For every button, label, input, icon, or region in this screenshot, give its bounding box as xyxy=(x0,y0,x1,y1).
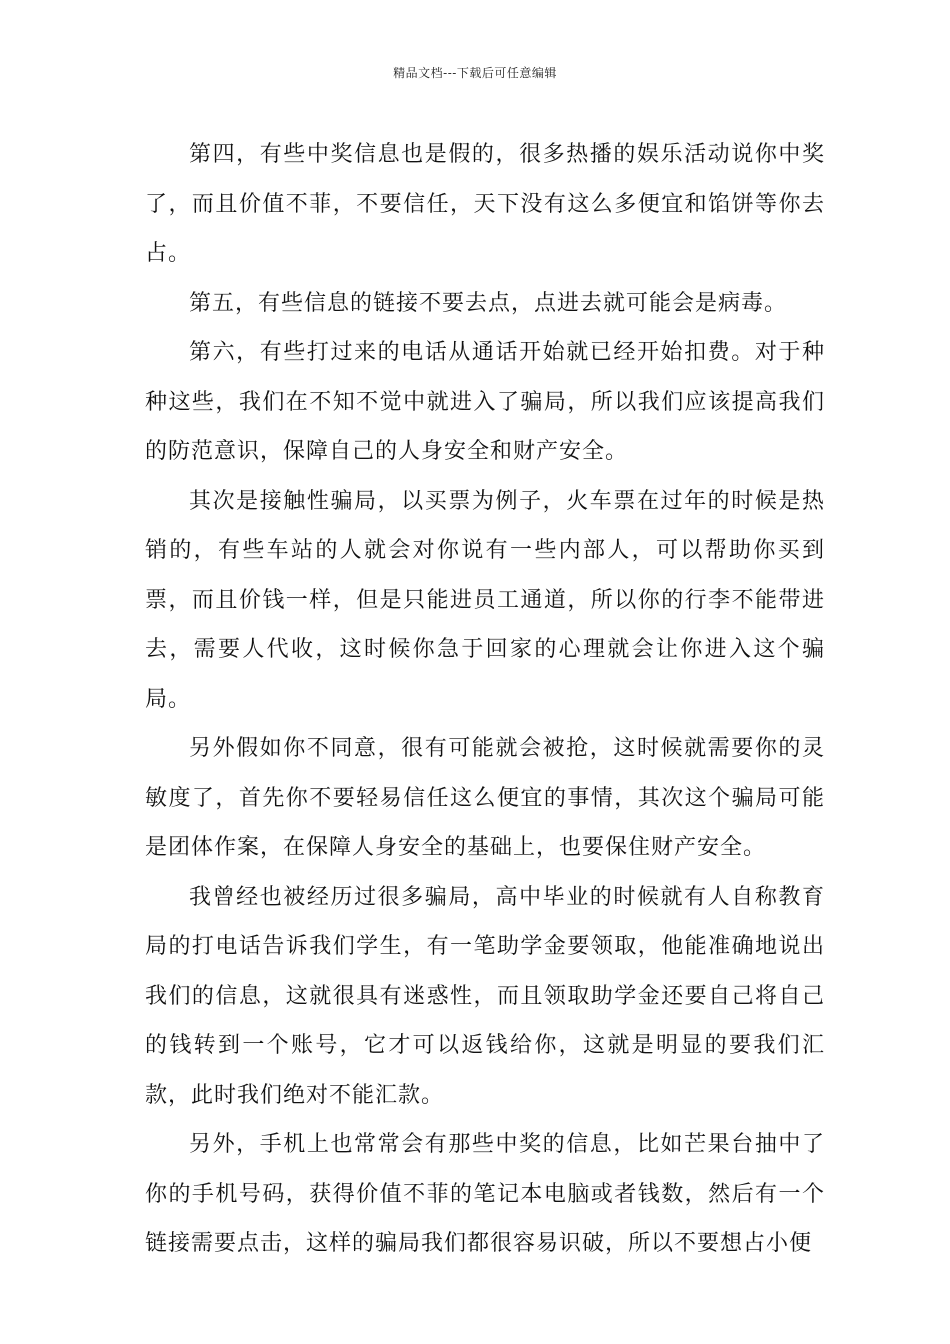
paragraph-3: 第六，有些打过来的电话从通话开始就已经开始扣费。对于种种这些，我们在不知不觉中就进入了骗局，所以我们应该提高我们的防范意识，保障自己的人身安全和财产安全。 xyxy=(145,340,825,464)
paragraph-7: 另外，手机上也常常会有那些中奖的信息，比如芒果台抽中了你的手机号码，获得价值不菲的笔记本电脑或者钱数，然后有一个链接需要点击，这样的骗局我们都很容易识破，所以不要想占小便 xyxy=(145,1132,825,1256)
document-body xyxy=(145,130,825,1269)
paragraph-5: 另外假如你不同意，很有可能就会被抢，这时候就需要你的灵敏度了，首先你不要轻易信任这么便宜的事情，其次这个骗局可能是团体作案，在保障人身安全的基础上，也要保住财产安全。 xyxy=(145,736,825,860)
paragraph-4: 其次是接触性骗局，以买票为例子，火车票在过年的时候是热销的，有些车站的人就会对你说有一些内部人，可以帮助你买到票，而且价钱一样，但是只能进员工通道，所以你的行李不能带进去，需要人代收，这时候你急于回家的心理就会让你进入这个骗局。 xyxy=(145,488,825,712)
page-header: 精品文档---下载后可任意编辑 xyxy=(393,66,557,80)
paragraph-2: 第五，有些信息的链接不要去点，点进去就可能会是病毒。 xyxy=(189,290,788,316)
paragraph-1: 第四，有些中奖信息也是假的，很多热播的娱乐活动说你中奖了，而且价值不菲，不要信任，天下没有这么多便宜和馅饼等你去占。 xyxy=(145,142,825,266)
paragraph-6: 我曾经也被经历过很多骗局，高中毕业的时候就有人自称教育局的打电话告诉我们学生，有一笔助学金要领取，他能准确地说出我们的信息，这就很具有迷惑性，而且领取助学金还要自己将自己的钱转到一个账号，它才可以返钱给你，这就是明显的要我们汇款，此时我们绝对不能汇款。 xyxy=(145,884,825,1108)
